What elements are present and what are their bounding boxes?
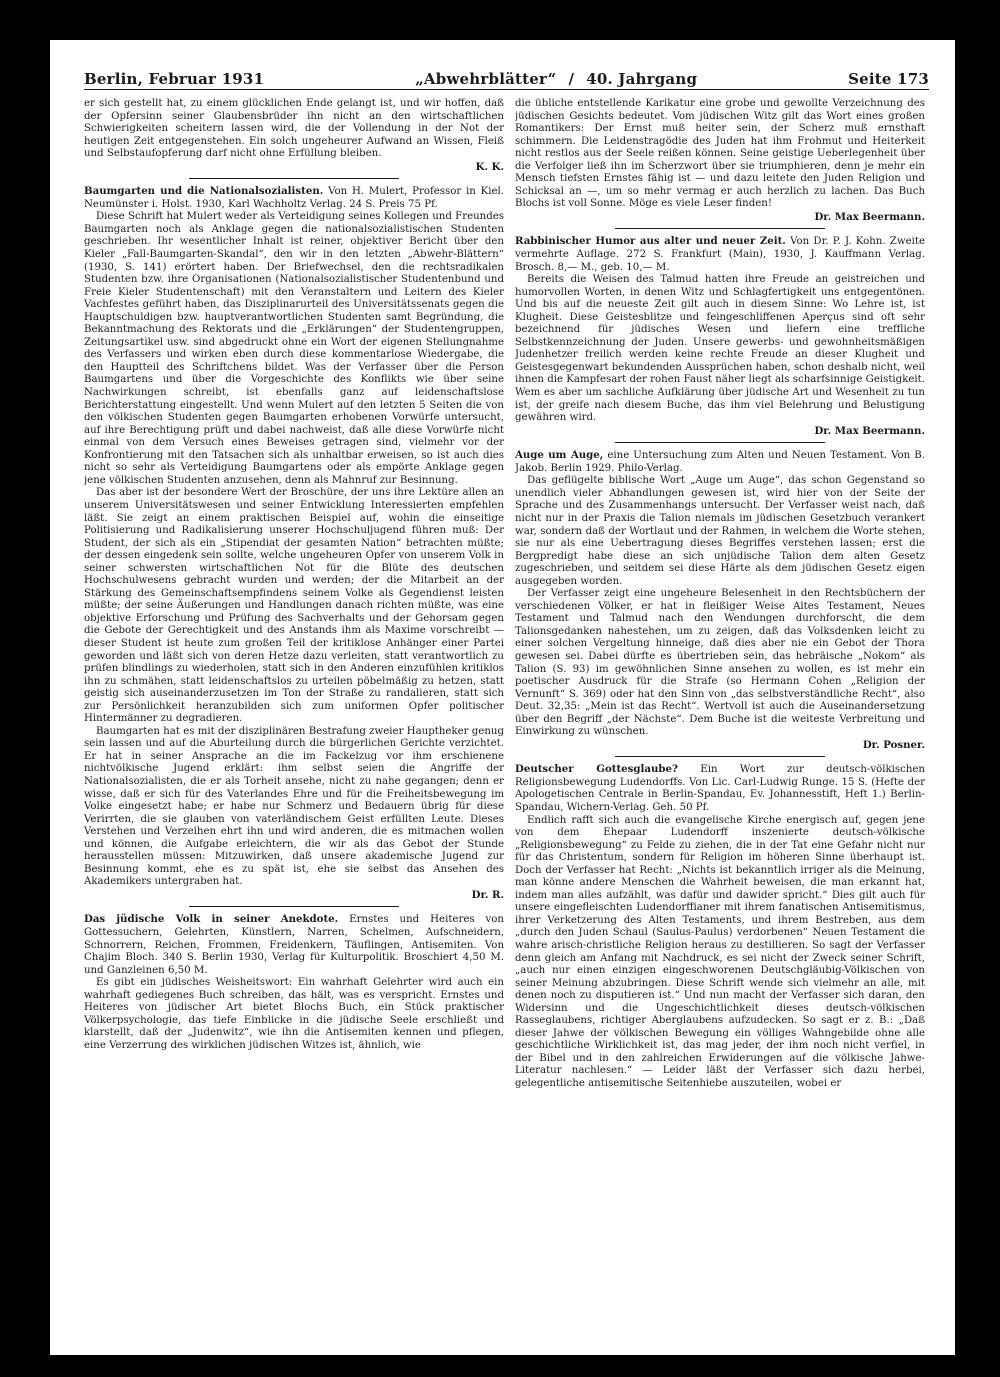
review-paragraph: Baumgarten hat es mit der disziplinären Bestrafung zweier Hauptheker genug sein lassen und auf die Aburteilung durch die bürgerlichen Gerichte verzichtet. Er hat in seiner Ansprache an die im Fackelzug vor ihm erschienene nichtvölkische Jugend erklärt: ihm selbst seien die Angriffe der Nationalsozialisten, die er als Torheit ansehe, nicht zu nahe gegangen; denn er wisse, daß er sich für des Vaterlandes Ehre und für die Freiheitsbewegung im Volke eingesetzt habe; er habe nur Schmerz und Bedauern übrig für diese Verirrten, die sie glauben von vaterländischem Geist erfüllten Leute. Dieses Verstehen und Verzeihen ehrt ihn und wird anderen, die es mitmachen wollen und können, die Aufgabe erleichtern, die wir als das Gebot der Stunde herausstellen müssen: Mitzuwirken, daß unsere akademische Jugend zur Besinnung kommt, ehe es zu spät ist, ehe sie selbst das Ansehen des Akademikers untergraben hat. [84, 725, 504, 888]
review-title: Auge um Auge, [515, 449, 604, 462]
review-paragraph: Es gibt ein jüdisches Weisheitswort: Ein wahrhaft Gelehrter wird auch ein wahrhaft gediegenes Buch schreiben, das hält, was es verspricht. Ernstes und Heiteres von jüdischer Art bietet Blochs Buch, ein Stück praktischer Völkerpsychologie, das tiefe Einblicke in die jüdische Seele erschließt und klarstellt, daß der „Judenwitz“, wie ihn die Antisemiten kennen und pflegen, eine Verzerrung des wirklichen jüdischen Witzes ist, ähnlich, wie [84, 977, 504, 1051]
review-paragraph: Das aber ist der besondere Wert der Broschüre, der uns ihre Lektüre allen an unserem Universitätswesen und seiner Entwicklung Interessierten empfehlen läßt. Sie zeigt an einem praktischen Beispiel auf, wohin die einseitige Politisierung und Radikalisierung unserer Hochschuljugend führen muß: Der Student, der sich als ein „Stipendiat der gesamten Nation“ betrachten müßte; der dessen eingedenk sein sollte, welche ungeheuren Opfer von unserem Volk in seiner schwersten wirtschaftlichen Not für die Blüte des deutschen Hochschulwesens gebracht wurden und werden; der die Mitarbeit an der Stärkung des Gemeinschaftsempfindens seinem Volke als Gegendienst leisten müßte; der seine Äußerungen und Handlungen danach richten müßte, was eine objektive Erforschung und Prüfung des Sachverhalts und der Gehorsam gegen die Gebote der Gerechtigkeit und des Anstands ihm als Maxime vorschreibt — dieser Student ist heute zum großen Teil der kritiklose Anhänger einer Partei geworden und läßt sich von deren Hetze dazu verleiten, statt verantwortlich zu prüfen blindlings zu wiederholen, statt sich in den Anderen einzufühlen kritiklos ihn zu schmähen, statt leidenschaftslos zu urteilen pöbelmäßig zu hetzen, statt geistig sich auseinanderzusetzen im Ton der Straße zu randalieren, statt sich zur Persönlichkeit heranzubilden sich zum uniformen Opfer politischer Hintermänner zu degradieren. [84, 487, 504, 725]
divider [615, 442, 825, 443]
review-paragraph: Das geflügelte biblische Wort „Auge um Auge“, das schon Gegenstand so unendlich vieler Abhandlungen gewesen ist, wird hier von der Seite der Sprache und des Zusammenhangs untersucht. Der Verfasser weist nach, daß nicht nur in der Praxis die Talion niemals im jüdischen Gesetzbuch verankert war, sondern daß der Wortlaut und der Rahmen, in welchem die Worte stehen, sie nur als eine Uebertragung dieses Begriffes verstehen lassen; erst die Bergpredigt habe diese an sich unjüdische Talion dem alten Gesetz zugeschrieben, und seitdem sei diese Härte als dem jüdischen Gesetz eigen ausgegeben worden. [515, 475, 925, 587]
page-header [84, 60, 929, 90]
header-page-number: Seite 173 [848, 70, 929, 89]
review-citation: Ein Wort zur deutsch-völkischen Religionsbewegung Ludendorffs. Von Lic. Carl-Ludwig Runge. 15 S. (Hefte der Apologetischen Centrale in Berlin-Spandau, Ev. Johannesstift, Heft 1.) Berlin-Spandau, Wichern-Verlag. Geh. 50 Pf. [515, 764, 925, 813]
review-paragraph: Bereits die Weisen des Talmud hatten ihre Freude an geistreichen und humorvollen Worten, in denen Witz und Schlagfertigkeit uns entgegentönen. Und bis auf die neueste Zeit gilt auch in diesem Sinne: Wo Lehre ist, ist Klugheit. Diese Geistesblitze und feingeschliffenen Aperçus sind oft sehr bezeichnend für jüdisches Wesen und liefern eine treffliche Selbstkennzeichnung der Juden. Unsere gewerbs- und gewohnheitsmäßigen Judenhetzer freilich werden keine rechte Freude an dieser Klugheit und Geistesgegenwart bekundenden Aussprüchen haben, schon deshalb nicht, weil ihnen die Kampfesart der rohen Faust näher liegt als scharfsinnige Geistigkeit. Wem es aber um sachliche Aufklärung über jüdische Art und Wesenheit zu tun ist, der greife nach diesem Buche, das ihm viel Belehrung und Belustigung gewähren wird. [515, 274, 925, 424]
divider [189, 906, 399, 907]
divider [189, 178, 399, 179]
review-auge-um-auge [515, 449, 925, 751]
review-paragraph: Endlich rafft sich auch die evangelische Kirche energisch auf, gegen jene von dem Ehepaar Ludendorff inszenierte deutsch-völkische „Religionsbewegung“ zu Felde zu ziehen, die in der Tat eine Gefahr nicht nur für das Christentum, sondern für Religion im höheren Sinne überhaupt ist. Doch der Verfasser hat Recht: „Nichts ist bekanntlich irriger als die Meinung, man könne andere Menschen die Wahrheit beweisen, die man erkannt hat, indem man alles aufzählt, was dafür und dawider spricht.“ Dies gilt auch für unsere eingefleischten Ludendorffianer mit ihrem fanatischen Antisemitismus, ihrer Verketzerung des Alten Testaments, und ihrem Bestreben, aus dem „durch den Juden Schaul (Saulus-Paulus) verdorbenen“ Neuen Testament die wahre arisch-christliche Religion heraus zu destillieren. So sagt der Verfasser denn gleich am Anfang mit Nachdruck, es sei nicht der Zweck seiner Schrift, „auch nur einen einzigen eingeschworenen Deutschgläubig-Völkischen von seiner Meinung abzubringen. Diese Schrift wende sich vielmehr an alle, mit denen noch zu disputieren ist.“ Und nun macht der Verfasser sich daran, den Widersinn und die Ungeschichtlichkeit dieses deutsch-völkischen Rasseglaubens, richtiger Aberglaubens aufzudecken. So sagt er z. B.: „Daß dieser Jahwe der völkischen Bewegung ein völliges Wahngebilde ohne alle geschichtliche Wirklichkeit ist, das mag jeder, der ihm noch nicht verfiel, in der Bibel und in den zahlreichen Erwiderungen auf die völkische Jahwe-Literatur nachlesen.“ — Leider läßt der Verfasser sich dazu herbei, gelegentliche antisemitische Seitenhiebe auszuteilen, wobei er [515, 814, 925, 1090]
continued-signature: K. K. [475, 160, 504, 173]
continued-signature: Dr. Max Beermann. [814, 210, 925, 223]
review-citation: Von H. Mulert, Professor in Kiel. Neumünster i. Holst. 1930, Karl Wachholtz Verlag. 24 S. Preis 75 Pf. [84, 186, 504, 210]
review-signature: Dr. R. [471, 888, 504, 901]
review-title: Baumgarten und die Nationalsozialisten. [84, 185, 324, 198]
review-heading [515, 235, 925, 274]
review-heading [515, 763, 925, 814]
review-citation: Von Dr. P. J. Kohn. Zweite vermehrte Auflage. 272 S. Frankfurt (Main), 1930, J. Kauffmann Verlag. Brosch. 8,— M., geb. 10,— M. [515, 236, 925, 273]
header-center [415, 70, 698, 89]
left-column [84, 98, 504, 1052]
review-juedische-volk [84, 913, 504, 1052]
review-deutscher-gottesglaube [515, 763, 925, 1090]
review-heading [515, 449, 925, 475]
review-citation: eine Untersuchung zum Alten und Neuen Testament. Von B. Jakob. Berlin 1929. Philo-Verlag. [515, 450, 925, 474]
divider [615, 228, 825, 229]
review-citation: Ernstes und Heiteres von Gottessuchern, Gelehrten, Künstlern, Narren, Schelmen, Aufschneidern, Schnorrern, Reichen, Frommen, Freidenkern, Täuflingen, Antisemiten. Von Chajim Bloch. 340 S. Berlin 1930, Verlag für Kulturpolitik. Broschiert 4,50 M. und Ganzleinen 6,50 M. [84, 914, 504, 976]
review-title: Rabbinischer Humor aus alter und neuer Zeit. [515, 235, 786, 248]
review-title: Deutscher Gottesglaube? [515, 763, 678, 776]
newspaper-page [50, 40, 955, 1355]
header-date: Berlin, Februar 1931 [84, 70, 265, 89]
divider [615, 756, 825, 757]
continued-text: er sich gestellt hat, zu einem glücklichen Ende gelangt ist, und wir hoffen, daß der Opfersinn seiner Glaubensbrüder ihn nicht an den wirtschaftlichen Schwierigkeiten scheitern lassen wird, die der Vollendung in der Not der heutigen Zeit entgegenstehen. Ein solch ungeheurer Aufwand an Wissen, Fleiß und Selbstaufopferung darf nicht ohne Erfüllung bleiben. [84, 98, 504, 160]
review-heading [84, 185, 504, 211]
review-title: Das jüdische Volk in seiner Anekdote. [84, 913, 339, 926]
header-volume: 40. Jahrgang [586, 70, 698, 89]
header-separator: / [568, 70, 575, 89]
review-heading [84, 913, 504, 977]
review-signature: Dr. Max Beermann. [814, 424, 925, 437]
right-column [515, 98, 925, 1091]
review-paragraph: Der Verfasser zeigt eine ungeheure Belesenheit in den Rechtsbüchern der verschiedenen Völker, er hat in fleißiger Weise Altes Testament, Neues Testament und Talmud nach den Wendungen durchforscht, die dem Talionsgedanken nahestehen, um zu zeigen, daß das Volksdenken leicht zu einer solchen Vergeltung hinneige, daß dies aber nie ein Gebot der Thora gewesen sei. Dabei dürfte es übertrieben sein, das hebräische „Nokom“ als Talion (S. 93) im gewöhnlichen Sinne ansehen zu wollen, es ist mehr ein poetischer Ausdruck für die Strafe (so Hermann Cohen „Religion der Vernunft“ S. 369) oder hat den Sinn von „das selbstverständliche Recht“, also Deut. 32,35: „Mein ist das Recht“. Wertvoll ist auch die Auseinandersetzung über den Begriff „der Nächste“. Dem Buche ist die weiteste Verbreitung und Einwirkung zu wünschen. [515, 588, 925, 738]
review-baumgarten [84, 185, 504, 901]
continued-text: die übliche entstellende Karikatur eine grobe und gewollte Verzeichnung des jüdischen Gesichts bedeutet. Vom jüdischen Witz gilt das Wort eines großen Romantikers: Der Ernst muß heiter sein, der Scherz muß ernsthaft schimmern. Die Leidenstragödie des Juden hat ihm Frohmut und Heiterkeit nicht restlos aus der Seele reißen können. Seine geistige Ueberlegenheit über die Verfolger ließ ihn im Scherzwort über sie triumphieren, denn je mehr ein Mensch tiefsten Ernstes fähig ist — und dazu leitete den Juden Religion und Schicksal an —, um so mehr vermag er auch herzlich zu lachen. Das Buch Blochs ist voll Sonne. Möge es viele Leser finden! [515, 98, 925, 210]
header-publication-title: „Abwehrblätter“ [415, 70, 557, 89]
review-signature: Dr. Posner. [862, 738, 925, 751]
review-rabbinischer-humor [515, 235, 925, 437]
review-paragraph: Diese Schrift hat Mulert weder als Verteidigung seines Kollegen und Freundes Baumgarten noch als Anklage gegen die nationalsozialistischen Studenten geschrieben. Ihr wesentlicher Inhalt ist reiner, objektiver Bericht über den Kieler „Fall-Baumgarten-Skandal“, den wir in den letzten „Abwehr-Blättern“ (1930, S. 141) erörtert haben. Der Briefwechsel, den die rechtsradikalen Studenten bzw. ihre Organisationen (Nationalsozialistischer Studentenbund und Freie Kieler Studentenschaft) mit den Veranstaltern und Leitern des Kieler Vachfestes geführt haben, das Disziplinarurteil des Universitätssenats gegen die Hauptschuldigen bzw. hauptverantwortlichen Studenten samt Begründung, die Bekanntmachung des Rektorats und die „Erklärungen“ der Studentengruppen, Zeitungsartikel usw. sind abgedruckt ohne ein Wort der eigenen Stellungnahme des Verfassers und wirken eben durch diese kommentarlose Wiedergabe, die den Hauptteil des Schriftchens bildet. Was der Verfasser über die Person Baumgartens und über die Vorgeschichte des Konflikts wie über seine Nachwirkungen schreibt, ist ebenfalls ganz auf leidenschaftslose Berichterstattung eingestellt. Und wenn Mulert auf den letzten 5 Seiten die von den völkischen Studenten gegen Baumgarten erhobenen Vorwürfe untersucht, auf ihre Berechtigung prüft und dabei nachweist, daß alle diese Vorwürfe nicht einmal von dem Versuch eines Beweises getragen sind, vielmehr vor der Konfrontierung mit den Tatsachen sich als unhaltbar erweisen, so ist auch dies nicht so sehr als Verteidigung Baumgartens oder als empörte Anklage gegen jene völkischen Studenten anzusehen, denn als Mahnruf zur Besinnung. [84, 211, 504, 486]
